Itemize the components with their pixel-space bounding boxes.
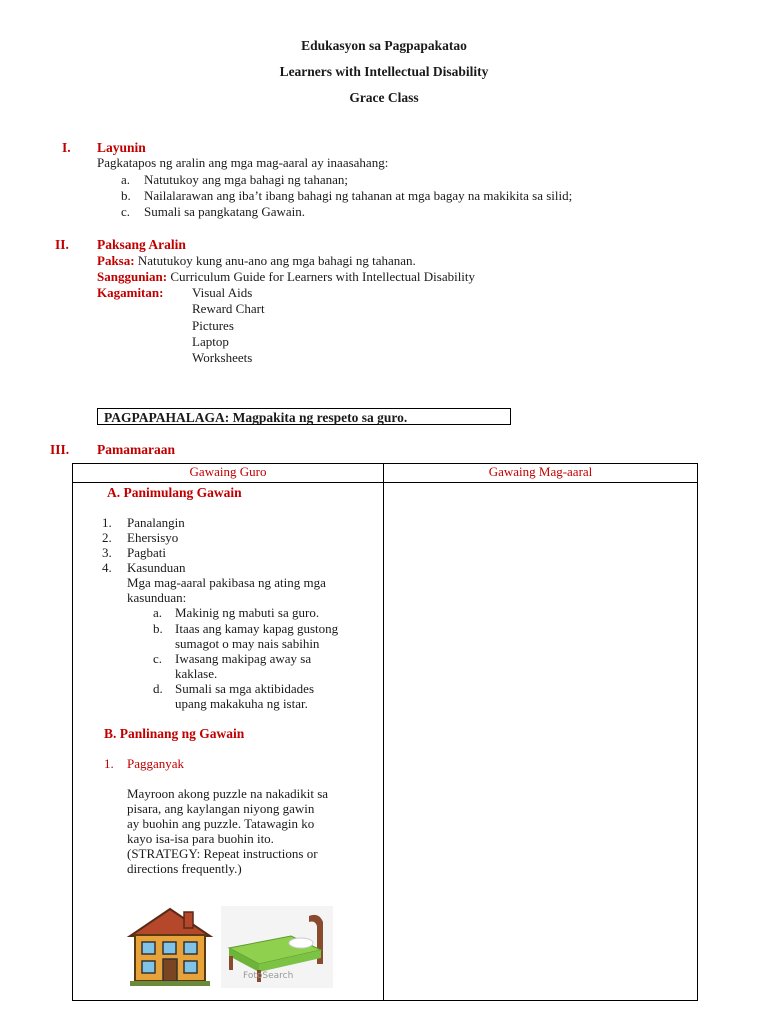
objective-a: Natutukoy ang mga bahagi ng tahanan; — [144, 172, 348, 187]
rule-marker: b. — [153, 621, 163, 636]
section1-numeral: I. — [62, 140, 71, 155]
rule-text-cont: kaklase. — [175, 666, 218, 681]
house-picture — [126, 906, 214, 988]
part-b-title: B. Panlinang ng Gawain — [104, 726, 245, 741]
part-a-title: A. Panimulang Gawain — [107, 485, 242, 500]
rule-marker: a. — [153, 605, 163, 620]
pagganyak-text: Mayroon akong puzzle na nakadikit sa — [127, 786, 329, 801]
kagamitan-item: Worksheets — [192, 350, 253, 365]
rule-text: Iwasang makipag away sa — [175, 651, 312, 666]
sanggunian-label: Sanggunian: — [97, 269, 168, 284]
objective-b-marker: b. — [121, 188, 131, 203]
list-item: Panalangin — [127, 515, 185, 530]
col-header-guro: Gawaing Guro — [73, 464, 384, 483]
paksa-value: Natutukoy kung anu-ano ang mga bahagi ng tahanan. — [134, 253, 416, 268]
pagganyak-text: directions frequently.) — [127, 861, 242, 876]
kagamitan-label: Kagamitan: — [97, 285, 164, 300]
list-number: 3. — [102, 545, 112, 560]
document-subject: Edukasyon sa Pagpapakatao — [301, 38, 467, 53]
rule-text: Makinig ng mabuti sa guro. — [175, 605, 320, 620]
section1-intro: Pagkatapos ng aralin ang mga mag-aaral ay inaasahang: — [97, 155, 389, 170]
section2-title: Paksang Aralin — [97, 237, 186, 252]
guro-cell — [73, 483, 384, 1001]
list-number: 2. — [102, 530, 112, 545]
rule-text: Sumali sa mga aktibidades — [175, 681, 315, 696]
pagpapahalaga-box: PAGPAPAHALAGA: Magpakita ng respeto sa guro. — [97, 408, 511, 425]
kasunduan-intro: kasunduan: — [127, 590, 187, 605]
kagamitan-item: Reward Chart — [192, 301, 265, 316]
section3-title: Pamamaraan — [97, 442, 175, 457]
paksa-line — [97, 253, 416, 269]
pagganyak-text: pisara, ang kaylangan niyong gawin — [127, 801, 315, 816]
objective-c: Sumali sa pangkatang Gawain. — [144, 204, 306, 219]
bed-picture — [221, 906, 333, 988]
rule-text-cont: sumagot o may nais sabihin — [175, 636, 320, 651]
document-class: Grace Class — [349, 90, 419, 105]
pagganyak-text: ay buohin ang puzzle. Tatawagin ko — [127, 816, 315, 831]
sanggunian-value: Curriculum Guide for Learners with Intellectual Disability — [167, 269, 476, 284]
paksa-label: Paksa: — [97, 253, 135, 268]
kagamitan-item: Laptop — [192, 334, 229, 349]
section3-numeral: III. — [50, 442, 70, 457]
col-header-magaaral: Gawaing Mag-aaral — [384, 464, 698, 483]
pagganyak-heading: Pagganyak — [127, 756, 185, 771]
kagamitan-item: Pictures — [192, 318, 234, 333]
bed-watermark: FotoSearch — [243, 971, 294, 981]
rule-text: Itaas ang kamay kapag gustong — [175, 621, 339, 636]
magaaral-cell — [384, 483, 698, 1001]
sanggunian-line — [97, 269, 475, 285]
list-number: 1. — [102, 515, 112, 530]
document-audience: Learners with Intellectual Disability — [279, 64, 489, 79]
list-item: Kasunduan — [127, 560, 186, 575]
list-item: Pagbati — [127, 545, 166, 560]
list-item: Ehersisyo — [127, 530, 179, 545]
list-number: 4. — [102, 560, 112, 575]
pagganyak-text: (STRATEGY: Repeat instructions or — [127, 846, 318, 861]
rule-marker: d. — [153, 681, 163, 696]
kasunduan-intro: Mga mag-aaral pakibasa ng ating mga — [127, 575, 326, 590]
kagamitan-item: Visual Aids — [192, 285, 253, 300]
objective-a-marker: a. — [121, 172, 131, 187]
rule-marker: c. — [153, 651, 163, 666]
objective-b: Nailalarawan ang iba’t ibang bahagi ng tahanan at mga bagay na makikita sa silid; — [144, 188, 573, 203]
pagganyak-number: 1. — [104, 756, 114, 771]
rule-text-cont: upang makakuha ng istar. — [175, 696, 308, 711]
procedure-table — [72, 463, 698, 1001]
section1-title: Layunin — [97, 140, 146, 155]
objective-c-marker: c. — [121, 204, 131, 219]
section2-numeral: II. — [55, 237, 69, 252]
pagganyak-text: kayo isa-isa para buohin ito. — [127, 831, 274, 846]
